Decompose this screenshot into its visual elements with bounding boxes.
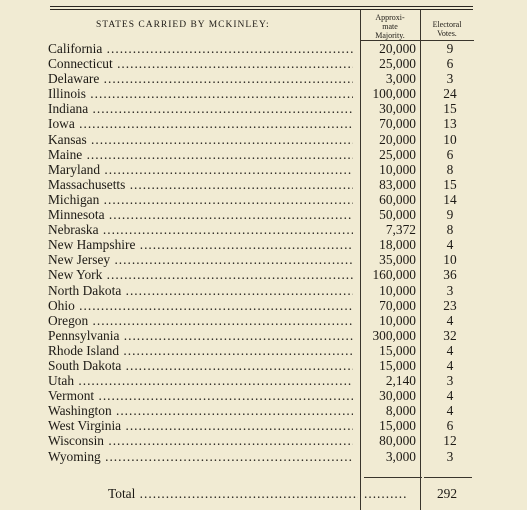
- state-name: California .....: [48, 41, 353, 56]
- state-name: Ohio .....: [48, 298, 353, 313]
- majority-value: 70,000: [379, 116, 416, 132]
- state-name: New York .....: [48, 267, 353, 282]
- majority-value: 300,000: [372, 327, 416, 343]
- state-name: Iowa .....: [48, 116, 353, 131]
- majority-heading: Approxi- mate Majority.: [375, 13, 405, 40]
- majority-value: 3,000: [385, 71, 416, 87]
- electoral-votes-value: 36: [443, 267, 457, 283]
- state-name: Washington .....: [48, 403, 353, 418]
- majority-value: 7,372: [385, 222, 416, 238]
- table-row: [48, 222, 478, 237]
- majority-value: 20,000: [379, 41, 416, 56]
- table-row: [48, 237, 478, 252]
- electoral-votes-value: 3: [446, 373, 454, 389]
- electoral-votes-value: 4: [446, 357, 454, 373]
- votes-heading: Electoral Votes.: [432, 20, 462, 38]
- majority-value: 100,000: [372, 86, 416, 102]
- majority-value: 30,000: [379, 388, 416, 404]
- majority-value: 70,000: [379, 297, 416, 313]
- table-row: [48, 177, 478, 192]
- electoral-votes-value: 32: [443, 327, 457, 343]
- majority-value: 3,000: [385, 448, 416, 464]
- state-name: New Hampshire .....: [48, 237, 353, 252]
- electoral-votes-value: 4: [446, 388, 454, 404]
- majority-value: 15,000: [379, 357, 416, 373]
- state-name: Connecticut .....: [48, 56, 353, 71]
- majority-value: 80,000: [379, 433, 416, 449]
- table-row: [48, 192, 478, 207]
- table-row: [48, 41, 478, 56]
- state-name: Michigan .....: [48, 192, 353, 207]
- electoral-votes-value: 15: [443, 176, 457, 192]
- majority-value: 25,000: [379, 56, 416, 72]
- electoral-votes-value: 8: [446, 222, 454, 238]
- table-row: [48, 433, 478, 448]
- sum-rule-majority: [364, 477, 422, 478]
- electoral-votes-value: 23: [443, 297, 457, 313]
- electoral-votes-value: 24: [443, 86, 457, 102]
- electoral-votes-value: 4: [446, 312, 454, 328]
- table-row: [48, 388, 478, 403]
- table-row: [48, 418, 478, 433]
- majority-value: 10,000: [379, 282, 416, 298]
- majority-value: 50,000: [379, 207, 416, 223]
- electoral-votes-value: 10: [443, 252, 457, 268]
- electoral-votes-value: 8: [446, 161, 454, 177]
- majority-value: 83,000: [379, 176, 416, 192]
- table-row: [48, 343, 478, 358]
- total-votes: 292: [436, 486, 458, 501]
- electoral-votes-value: 3: [446, 448, 454, 464]
- state-name: Minnesota .....: [48, 207, 353, 222]
- electoral-votes-value: 3: [446, 282, 454, 298]
- state-rows: [48, 41, 478, 464]
- electoral-votes-value: 4: [446, 403, 454, 419]
- majority-value: 35,000: [379, 252, 416, 268]
- majority-value: 2,140: [385, 373, 416, 389]
- majority-value: 10,000: [379, 312, 416, 328]
- state-name: Delaware .....: [48, 71, 353, 86]
- majority-value: 8,000: [385, 403, 416, 419]
- state-name: Wyoming .....: [48, 449, 353, 464]
- table-row: [48, 147, 478, 162]
- majority-value: 160,000: [372, 267, 416, 283]
- state-name: Indiana .....: [48, 101, 353, 116]
- majority-value: 18,000: [379, 237, 416, 253]
- top-rule-double: [50, 9, 473, 10]
- state-name: Oregon .....: [48, 313, 353, 328]
- total-majority: ..........: [364, 486, 408, 501]
- table-row: [48, 298, 478, 313]
- state-name: North Dakota .....: [48, 283, 353, 298]
- electoral-votes-value: 15: [443, 101, 457, 117]
- state-name: Maine .....: [48, 147, 353, 162]
- electoral-votes-value: 13: [443, 116, 457, 132]
- table-row: [48, 116, 478, 131]
- state-name: Vermont .....: [48, 388, 353, 403]
- table-row: [48, 132, 478, 147]
- majority-value: 25,000: [379, 146, 416, 162]
- electoral-votes-value: 6: [446, 146, 454, 162]
- state-name: West Virginia .....: [48, 418, 353, 433]
- majority-value: 15,000: [379, 342, 416, 358]
- electoral-votes-value: 10: [443, 131, 457, 147]
- state-name: Wisconsin .....: [48, 433, 353, 448]
- table-row: [48, 101, 478, 116]
- majority-value: 10,000: [379, 161, 416, 177]
- table-row: [48, 162, 478, 177]
- table-row: [48, 267, 478, 282]
- table-row: [48, 207, 478, 222]
- state-name: Utah .....: [48, 373, 353, 388]
- state-name: Illinois .....: [48, 86, 353, 101]
- table-row: [48, 328, 478, 343]
- states-heading: STATES CARRIED BY MCKINLEY:: [96, 20, 270, 30]
- table-row: [48, 313, 478, 328]
- state-name: Massachusetts .....: [48, 177, 353, 192]
- state-name: Rhode Island .....: [48, 343, 353, 358]
- table-row: [48, 449, 478, 464]
- state-name: Maryland .....: [48, 162, 353, 177]
- majority-value: 20,000: [379, 131, 416, 147]
- table-row: [48, 283, 478, 298]
- electoral-votes-value: 9: [446, 41, 454, 56]
- electoral-votes-value: 6: [446, 418, 454, 434]
- total-label: Total .....: [108, 486, 358, 502]
- table-row: [48, 252, 478, 267]
- top-rule: [50, 6, 473, 7]
- state-name: New Jersey .....: [48, 252, 353, 267]
- majority-value: 60,000: [379, 191, 416, 207]
- majority-value: 15,000: [379, 418, 416, 434]
- state-name: Pennsylvania .....: [48, 328, 353, 343]
- state-name: South Dakota .....: [48, 358, 353, 373]
- sum-rule-votes: [424, 477, 472, 478]
- state-name: Nebraska .....: [48, 222, 353, 237]
- electoral-votes-value: 4: [446, 342, 454, 358]
- electoral-votes-value: 9: [446, 207, 454, 223]
- electoral-votes-value: 3: [446, 71, 454, 87]
- majority-value: 30,000: [379, 101, 416, 117]
- electoral-votes-value: 14: [443, 191, 457, 207]
- electoral-votes-value: 6: [446, 56, 454, 72]
- table-row: [48, 373, 478, 388]
- table-row: [48, 56, 478, 71]
- electoral-votes-value: 12: [443, 433, 457, 449]
- electoral-votes-value: 4: [446, 237, 454, 253]
- table-row: [48, 71, 478, 86]
- table-row: [48, 86, 478, 101]
- table-row: [48, 358, 478, 373]
- state-name: Kansas .....: [48, 132, 353, 147]
- table-row: [48, 403, 478, 418]
